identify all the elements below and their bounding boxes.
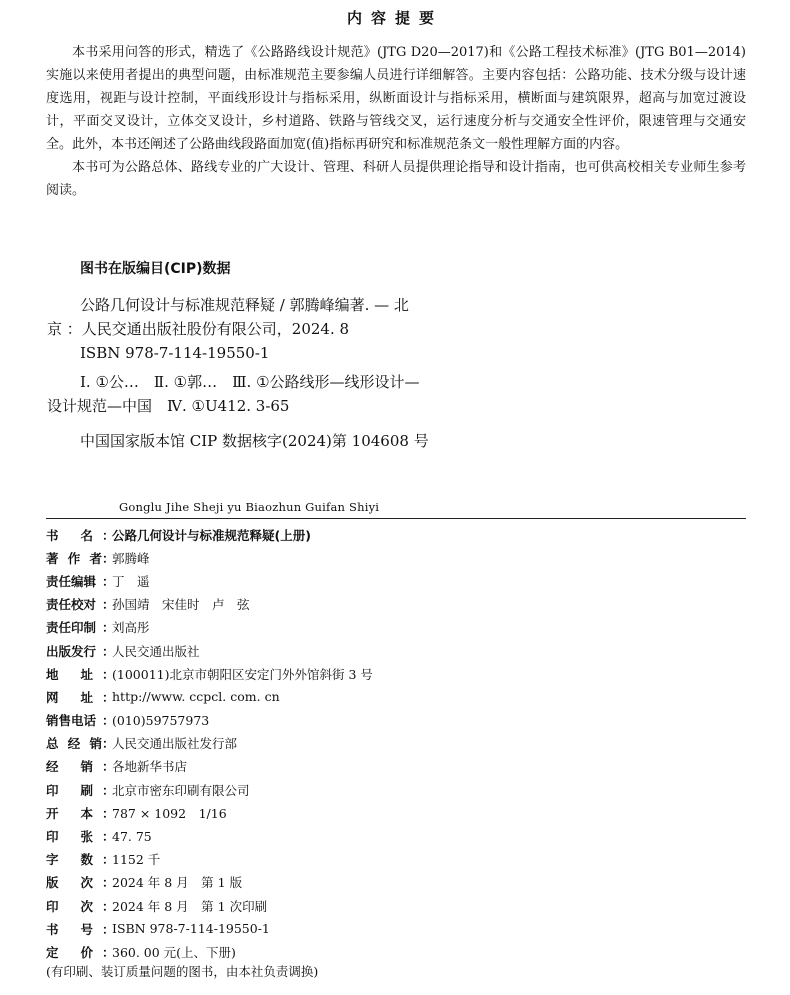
imprint-row [46,778,746,801]
imprint-colon: ： [102,736,115,752]
imprint-label: 印 刷 [46,782,93,798]
imprint-label: 开 本 [46,805,93,821]
imprint-value: ISBN 978-7-114-19550-1 [112,921,270,937]
imprint-value: 人民交通出版社 [112,643,200,659]
summary-title: 内容提要 [346,9,443,27]
imprint-row [46,755,746,778]
imprint-value: 北京市密东印刷有限公司 [112,782,250,798]
divider-line [46,518,746,519]
imprint-value: 1152 千 [112,852,161,868]
imprint-label: 地 址 [46,666,93,682]
imprint-row [46,685,746,708]
imprint-row [46,523,746,546]
imprint-colon: ： [102,666,115,682]
imprint-label: 销售电话 [46,713,97,729]
imprint-label: 责任校对 [46,597,97,613]
imprint-colon: ： [102,805,115,821]
imprint-colon: ： [102,759,115,775]
imprint-value: 360. 00 元(上、下册) [112,944,236,960]
imprint-colon: ： [102,852,115,868]
imprint-label: 版 次 [46,875,93,891]
imprint-row [46,639,746,662]
imprint-row [46,732,746,755]
imprint-value: http://www. ccpcl. com. cn [112,689,280,705]
quality-notice: (有印刷、装订质量问题的图书，由本社负责调换) [46,964,319,979]
imprint-colon: ： [102,875,115,891]
imprint-value: 2024 年 8 月 第 1 次印刷 [112,898,268,914]
imprint-row [46,824,746,847]
imprint-colon: ： [102,898,115,914]
imprint-colon: ： [102,573,115,589]
imprint-label: 印 次 [46,898,93,914]
imprint-colon: ： [102,527,115,543]
imprint-value: 刘高彤 [112,620,150,636]
imprint-colon: ： [102,944,115,960]
imprint-value: 2024 年 8 月 第 1 版 [112,875,243,891]
imprint-label: 网 址 [46,689,93,705]
imprint-colon: ： [102,713,115,729]
imprint-label: 书 名 [46,527,93,543]
imprint-row [46,917,746,940]
imprint-value: 787 × 1092 1/16 [112,805,227,821]
imprint-row [46,709,746,732]
imprint-colon: ： [102,643,115,659]
imprint-label: 著 作 者 [46,550,102,566]
imprint-row [46,894,746,917]
summary-paragraph: 本书采用问答的形式，精选了《公路路线设计规范》(JTG D20—2017)和《公路工程技术标准》(JTG B01—2014)实施以来使用者提出的典型问题，由标准规范主要参编人员进行详细解答。主要内容包括：公路功能、技术分级与设计速度选用，视距与设计控制，平面线形设计与指标采用，纵断面设计与指标采用，横断面与建筑限界，超高与加宽过渡设计，平面交叉设计，立体交叉设计，乡村道路、铁路与管线交叉，运行速度分析与交通安全性评价，限速管理与交通安全。此外，本书还阐述了公路曲线段路面加宽(值)指标再研究和标准规范条文一般性理解方面的内容。 [46,45,746,152]
imprint-colon: ： [102,689,115,705]
imprint-colon: ： [102,829,115,845]
imprint-colon: ： [102,550,115,566]
imprint-label: 总 经 销 [46,736,102,752]
imprint-label: 责任印制 [46,620,97,636]
cip-verification-number: 中国国家版本馆 CIP 数据核字(2024)第 104608 号 [80,432,429,450]
imprint-colon: ： [102,620,115,636]
imprint-row [46,801,746,824]
imprint-value: 各地新华书店 [112,759,188,775]
imprint-colon: ： [102,597,115,613]
imprint-label: 定 价 [46,944,93,960]
imprint-value: 孙国靖 宋佳时 卢 弦 [112,597,250,613]
cip-title-line: 京 ：人民交通出版社股份有限公司，2024. 8 [47,320,350,338]
imprint-label: 责任编辑 [46,573,97,589]
imprint-label: 出版发行 [46,643,97,659]
imprint-row [46,940,746,963]
imprint-row [46,662,746,685]
summary-body [46,41,746,202]
imprint-row [46,871,746,894]
cip-bibliographic-record [47,294,507,366]
cip-classification-line: 设计规范—中国 Ⅳ. ①U412. 3-65 [47,397,290,415]
imprint-value: 丁 遥 [112,573,150,589]
imprint-value: (100011)北京市朝阳区安定门外外馆斜街 3 号 [112,666,373,682]
imprint-value: (010)59757973 [112,712,210,728]
imprint-label: 书 号 [46,921,93,937]
cip-heading: 图书在版编目(CIP)数据 [80,261,231,277]
imprint-label: 印 张 [46,829,93,845]
imprint-value: 郭腾峰 [112,550,150,566]
cip-classification [47,371,507,419]
imprint-row [46,593,746,616]
pinyin-title: Gonglu Jihe Sheji yu Biaozhun Guifan Shiyi [119,500,380,514]
imprint-label: 经 销 [46,759,93,775]
cip-title-line: 公路几何设计与标准规范释疑 / 郭腾峰编著. — 北 [80,296,409,314]
imprint-colon: ： [102,782,115,798]
imprint-label: 字 数 [46,852,93,868]
summary-paragraph: 本书可为公路总体、路线专业的广大设计、管理、科研人员提供理论指导和设计指南，也可供高校相关专业师生参考阅读。 [46,160,746,198]
imprint-value: 47. 75 [112,828,152,844]
imprint-row [46,546,746,569]
imprint-list [46,523,746,964]
imprint-value: 人民交通出版社发行部 [112,736,238,752]
imprint-row [46,616,746,639]
imprint-colon: ： [102,921,115,937]
cip-verification [47,430,507,454]
cip-classification-line: Ⅰ. ①公… Ⅱ. ①郭… Ⅲ. ①公路线形—线形设计— [80,373,420,391]
imprint-row [46,569,746,592]
imprint-value: 公路几何设计与标准规范释疑(上册) [112,527,311,543]
cip-isbn: ISBN 978-7-114-19550-1 [80,344,270,362]
imprint-row [46,848,746,871]
